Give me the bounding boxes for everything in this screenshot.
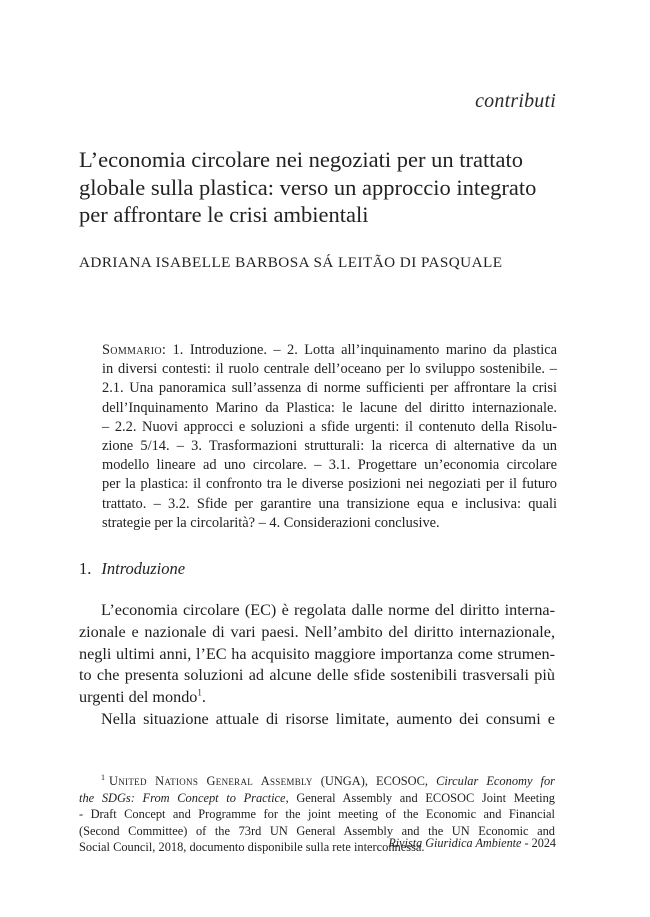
section-number: 1. — [79, 559, 92, 578]
summary-line: 2.1. Una panoramica sull’assenza di norme sufficienti per affrontare la crisi — [102, 380, 557, 397]
title-line: globale sulla plastica: verso un approccio integrato — [79, 174, 537, 200]
footnote-line: Social Council, 2018, documento disponibile sulla rete interconnessa. — [79, 840, 425, 855]
footer-separator: - — [521, 836, 532, 850]
summary-line: per la plastica: il confronto tra le diverse posizioni nei negoziati per il futuro — [102, 476, 557, 493]
summary-line: dell’Inquinamento Marino da Plastica: le lacune del diritto internazionale. — [102, 399, 557, 416]
footnote-text: (UNGA), ECOSOC, — [312, 774, 437, 788]
footnote-title: the SDGs: From Concept to Practice — [79, 790, 286, 805]
running-footer — [388, 836, 556, 851]
footnote-marker: 1 — [101, 772, 105, 782]
body-text — [79, 600, 555, 731]
summary-line: modello lineare ad uno circolare. – 3.1. Progettare un’economia circolare — [102, 457, 557, 474]
body-line: Nella situazione attuale di risorse limitate, aumento dei consumi e — [101, 709, 555, 728]
summary-line: – 2.2. Nuovi approcci e soluzioni a sfide urgenti: il contenuto della Risolu- — [102, 418, 557, 435]
footnote-title: Circular Economy for — [436, 774, 555, 788]
summary-block — [102, 341, 557, 533]
summary-line: in diversi contesti: il ruolo centrale dell’oceano per lo sviluppo sostenibile. – — [102, 361, 557, 378]
summary-line: strategie per la circolarità? – 4. Considerazioni conclusive. — [102, 514, 440, 531]
body-line-end: . — [201, 688, 206, 707]
footnote-org: United Nations General Assembly — [109, 774, 313, 788]
footnote-reference[interactable]: 1 — [197, 687, 202, 698]
section-title: Introduzione — [101, 559, 186, 578]
summary-line: trattato. – 3.2. Sfide per garantire una transizione equa e inclusiva: quali — [102, 495, 557, 512]
footnote-text: , General Assembly and ECOSOC Joint Meeting — [285, 790, 555, 805]
footnote-line — [79, 773, 555, 790]
body-line: negli ultimi anni, l’EC ha acquisito maggiore importanza come strumen- — [79, 644, 555, 663]
footnote-line: - Draft Concept and Programme for the joint meeting of the Economic and Financial — [79, 807, 555, 822]
body-line: to che presenta soluzioni ad alcune delle sfide sostenibili trasversali più — [79, 666, 555, 685]
footnote-line: (Second Committee) of the 73rd UN General Assembly and the UN Economic and — [79, 823, 555, 838]
summary-text: 1. Introduzione. – 2. Lotta all’inquinamento marino da plastica — [166, 342, 557, 358]
body-line: L’economia circolare (EC) è regolata dalle norme del diritto interna- — [101, 601, 555, 619]
author-name: ADRIANA ISABELLE BARBOSA SÁ LEITÃO DI PASQUALE — [79, 254, 503, 271]
section-heading — [79, 559, 185, 579]
summary-line — [102, 341, 557, 360]
footnote-line — [79, 790, 555, 807]
section-label: contributi — [475, 90, 556, 112]
title-line: L’economia circolare nei negoziati per un trattato — [79, 147, 523, 172]
body-line-text: urgenti del mondo — [79, 688, 198, 707]
body-line: zionale e nazionale di vari paesi. Nell’ambito del diritto internazionale, — [79, 622, 555, 641]
title-line: per affrontare le crisi ambientali — [79, 202, 369, 227]
summary-line: zione 5/14. – 3. Trasformazioni strutturali: la ricerca di alternative da un — [102, 438, 557, 455]
article-title — [79, 146, 579, 229]
footer-year: 2024 — [531, 836, 556, 850]
summary-label: Sommario: — [102, 342, 167, 358]
journal-name: Rivista Giuridica Ambiente — [388, 836, 522, 850]
body-line — [79, 687, 555, 709]
